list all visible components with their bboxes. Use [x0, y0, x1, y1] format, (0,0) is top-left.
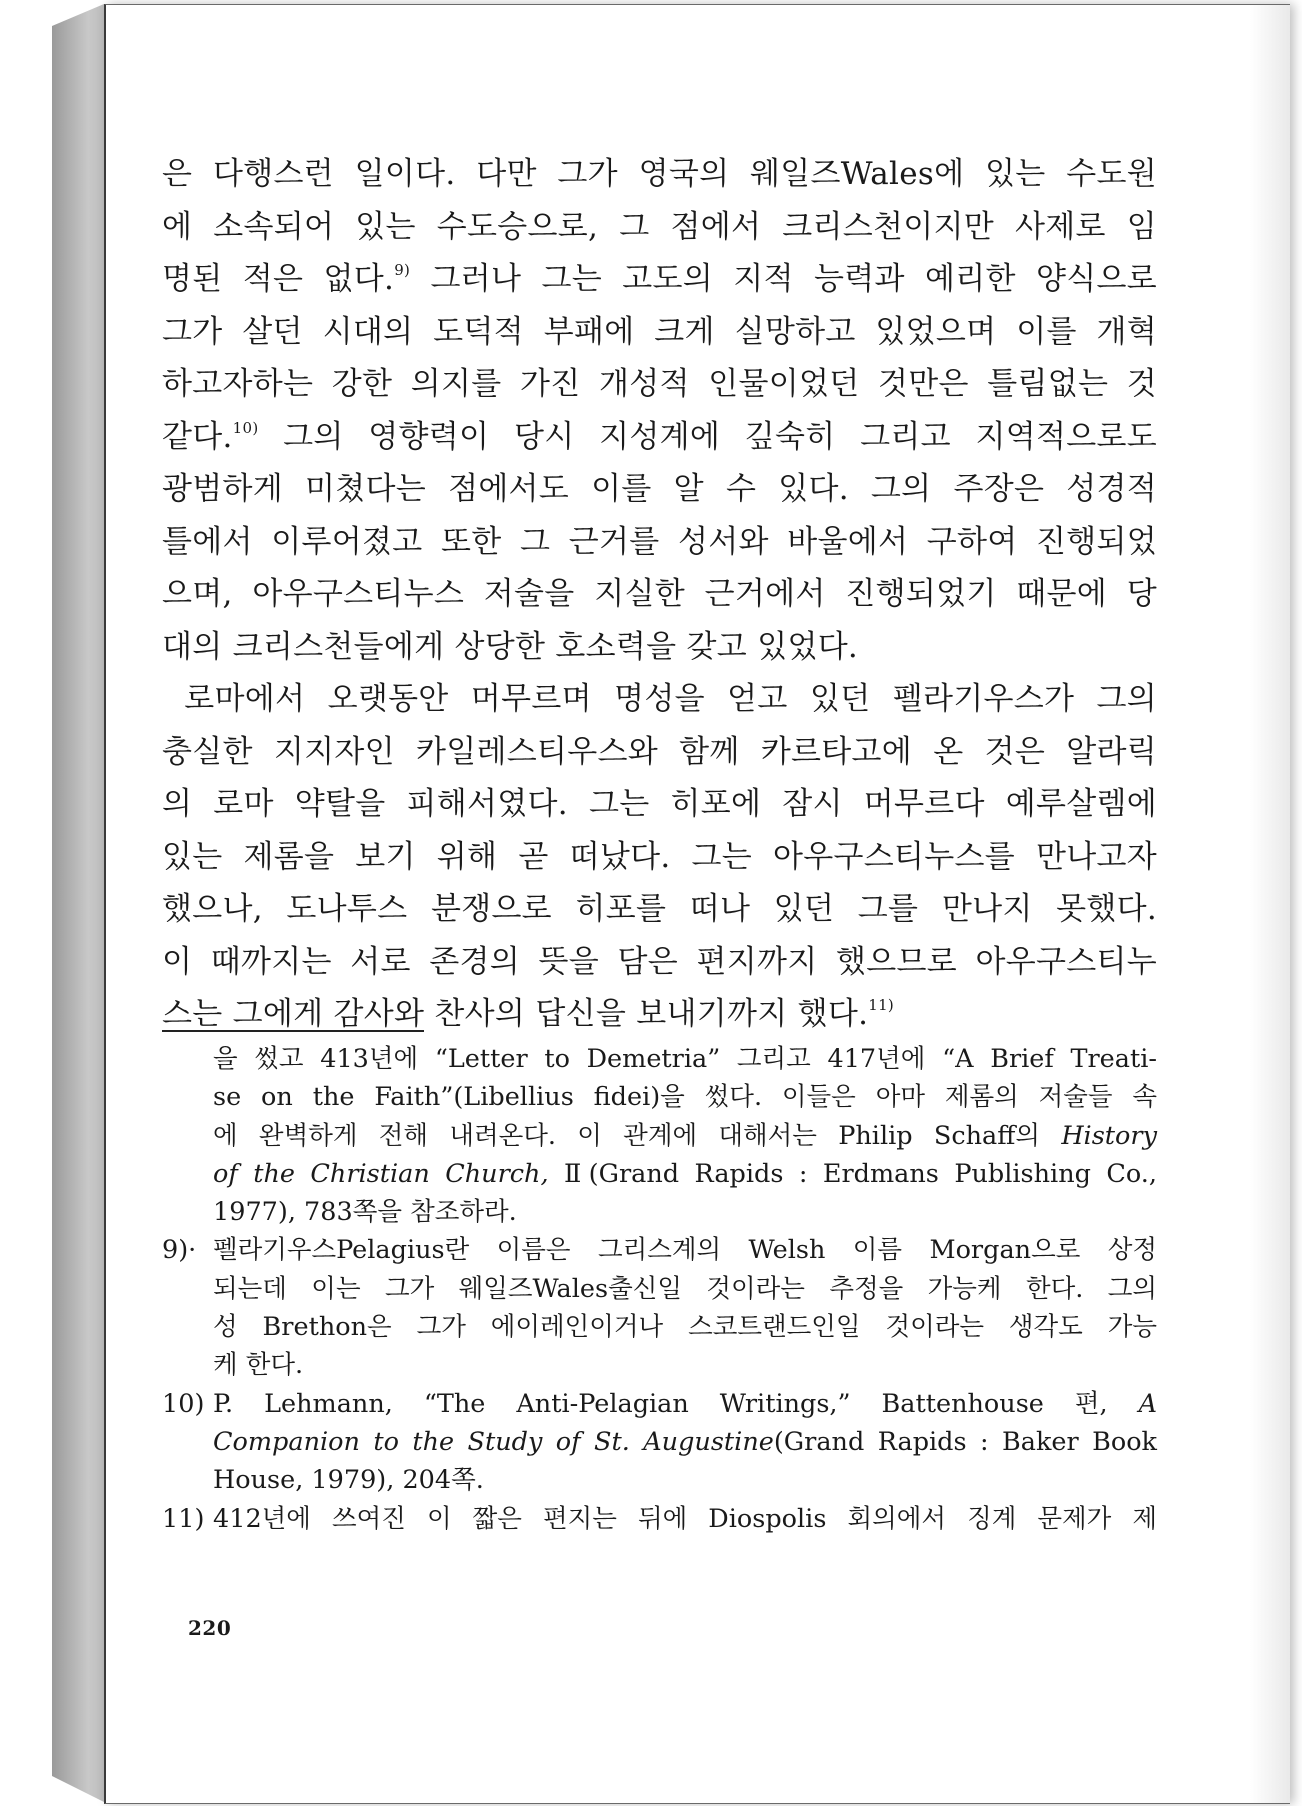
- footnote-line: 1977), 783쪽을 참조하라.: [213, 1197, 517, 1228]
- body-line: 스는 그에게 감사와 찬사의 답신을 보내기까지 했다.$^{11)}$: [162, 996, 895, 1032]
- body-line: 있는 제롬을 보기 위해 곧 떠났다. 그는 아우구스티누스를 만나고자: [162, 838, 1157, 875]
- body-line: 광범하게 미쳤다는 점에서도 이를 알 수 있다. 그의 주장은 성경적: [162, 471, 1157, 507]
- footnote-line: 을 썼고 413년에 “Letter to Demetria” 그리고 417년에 “A Brief Treati-: [213, 1044, 1157, 1074]
- footnote-line: Companion to the Study of St. Augustine(Grand Rapids : Baker Book: [213, 1426, 1157, 1457]
- footnote-number: 9)·: [162, 1235, 197, 1266]
- body-text: [162, 148, 1157, 1041]
- footnote-number: 10): [162, 1388, 205, 1419]
- footnote-ref-10[interactable]: 10): [232, 418, 259, 437]
- body-line: 이 때까지는 서로 존경의 뜻을 담은 편지까지 했으므로 아우구스티누: [162, 943, 1157, 980]
- footnote-number: 11): [162, 1503, 205, 1534]
- body-line: 은 다행스런 일이다. 다만 그가 영국의 웨일즈Wales에 있는 수도원: [162, 156, 1157, 192]
- body-line: 하고자하는 강한 의지를 가진 개성적 인물이었던 것만은 틀림없는 것: [162, 366, 1157, 402]
- footnote-line: 에 완벽하게 전해 내려온다. 이 관계에 대해서는 Philip Schaff의 History: [213, 1120, 1157, 1151]
- body-line: 로마에서 오랫동안 머무르며 명성을 얻고 있던 펠라기우스가 그의: [162, 681, 1157, 717]
- body-line: 충실한 지지자인 카일레스티우스와 함께 카르타고에 온 것은 알라릭: [162, 733, 1157, 770]
- footnote-divider: [162, 1030, 424, 1032]
- footnote-9: 9)· 펠라기우스Pelagius란 이름은 그리스계의 Welsh 이름 Morgan으로 상정: [162, 1231, 1157, 1269]
- footnote-line: 성 Brethon은 그가 에이레인이거나 스코트랜드인일 것이라는 생각도 가능: [213, 1312, 1157, 1343]
- page-edge-shadow: [1250, 5, 1290, 1803]
- body-line: 으며, 아우구스티누스 저술을 지실한 근거에서 진행되었기 때문에 당: [162, 576, 1157, 612]
- body-line: 의 로마 약탈을 피해서였다. 그는 히포에 잠시 머무르다 예루살렘에: [162, 786, 1157, 822]
- footnote-line: 케 한다.: [213, 1350, 304, 1381]
- footnote-ref-11[interactable]: 11): [868, 996, 895, 1014]
- footnote-line: of the Christian Church, Ⅱ(Grand Rapids : Erdmans Publishing Co.,: [213, 1158, 1158, 1189]
- body-line: 같다.$^{10)}$ 그의 영향력이 당시 지성계에 깊숙히 그리고 지역적으로도: [162, 418, 1157, 455]
- footnote-line: 되는데 이는 그가 웨일즈Wales출신일 것이라는 추정을 가능케 한다. 그의: [213, 1273, 1157, 1304]
- body-line: 그가 살던 시대의 도덕적 부패에 크게 실망하고 있었으며 이를 개혁: [162, 313, 1157, 350]
- body-line: 틀에서 이루어졌고 또한 그 근거를 성서와 바울에서 구하여 진행되었: [162, 523, 1157, 560]
- body-line: 했으나, 도나투스 분쟁으로 히포를 떠나 있던 그를 만나지 못했다.: [162, 891, 1157, 927]
- book-spine: [52, 4, 104, 1802]
- footnote-10: 10) P. Lehmann, “The Anti-Pelagian Writings,” Battenhouse 편, A: [162, 1385, 1157, 1423]
- footnotes: [162, 1040, 1157, 1538]
- footnote-line: House, 1979), 204쪽.: [213, 1465, 484, 1496]
- body-line: 대의 크리스천들에게 상당한 호소력을 갖고 있었다.: [162, 628, 859, 665]
- body-line: 에 소속되어 있는 수도승으로, 그 점에서 크리스천이지만 사제로 임: [162, 208, 1157, 245]
- body-line: 명된 적은 없다.$^{9)}$ 그러나 그는 고도의 지적 능력과 예리한 양식으로: [162, 261, 1158, 297]
- footnote-11: 11) 412년에 쓰여진 이 짧은 편지는 뒤에 Diospolis 회의에서 징계 문제가 제: [162, 1500, 1157, 1538]
- page-number: 220: [188, 1616, 232, 1640]
- footnote-line: se on the Faith”(Libellius fidei)을 썼다. 이들은 아마 제롬의 저술들 속: [213, 1082, 1157, 1113]
- footnote-ref-9[interactable]: 9): [394, 261, 411, 279]
